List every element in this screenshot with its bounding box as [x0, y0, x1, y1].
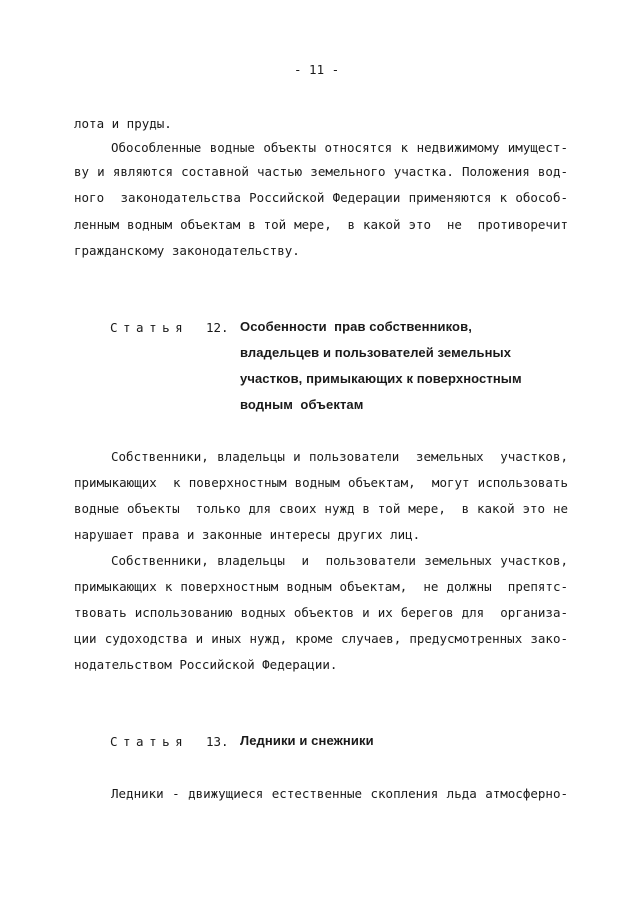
text-line: твовать использованию водных объектов и их берегов для организа- [74, 605, 568, 620]
text-line: нодательством Российской Федерации. [74, 657, 338, 672]
article-title-line: водным объектам [240, 397, 364, 412]
article-label: Статья [110, 320, 189, 335]
text-line: ции судоходства и иных нужд, кроме случаев, предусмотренных зако- [74, 631, 568, 646]
text-line: примыкающих к поверхностным водным объектам, не должны препятс- [74, 579, 568, 594]
article-label: Статья [110, 734, 189, 749]
article-title-line: владельцев и пользователей земельных [240, 345, 512, 360]
text-line: Ледники - движущиеся естественные скопления льда атмосферно- [111, 786, 568, 801]
article-title: Ледники и снежники [240, 733, 374, 748]
text-line: гражданскому законодательству. [74, 243, 300, 258]
article-title-line: Особенности прав собственников, [240, 319, 472, 334]
text-line: Обособленные водные объекты относятся к недвижимому имущест- [111, 140, 568, 155]
text-line: ленным водным объектам в той мере, в какой это не противоречит [74, 217, 568, 232]
article-number: 12. [206, 320, 229, 335]
text-line: ву и являются составной частью земельного участка. Положения вод- [74, 164, 568, 179]
text-line: водные объекты только для своих нужд в той мере, в какой это не [74, 501, 568, 516]
page-number: - 11 - [294, 62, 340, 77]
text-line: лота и пруды. [74, 116, 172, 131]
text-line: ного законодательства Российской Федерации применяются к обособ- [74, 190, 568, 205]
text-line: нарушает права и законные интересы других лиц. [74, 527, 421, 542]
text-line: примыкающих к поверхностным водным объектам, могут использовать [74, 475, 568, 490]
text-line: Собственники, владельцы и пользователи земельных участков, [111, 449, 568, 464]
article-title-line: участков, примыкающих к поверхностным [240, 371, 522, 386]
text-line: Собственники, владельцы и пользователи земельных участков, [111, 553, 568, 568]
article-number: 13. [206, 734, 229, 749]
